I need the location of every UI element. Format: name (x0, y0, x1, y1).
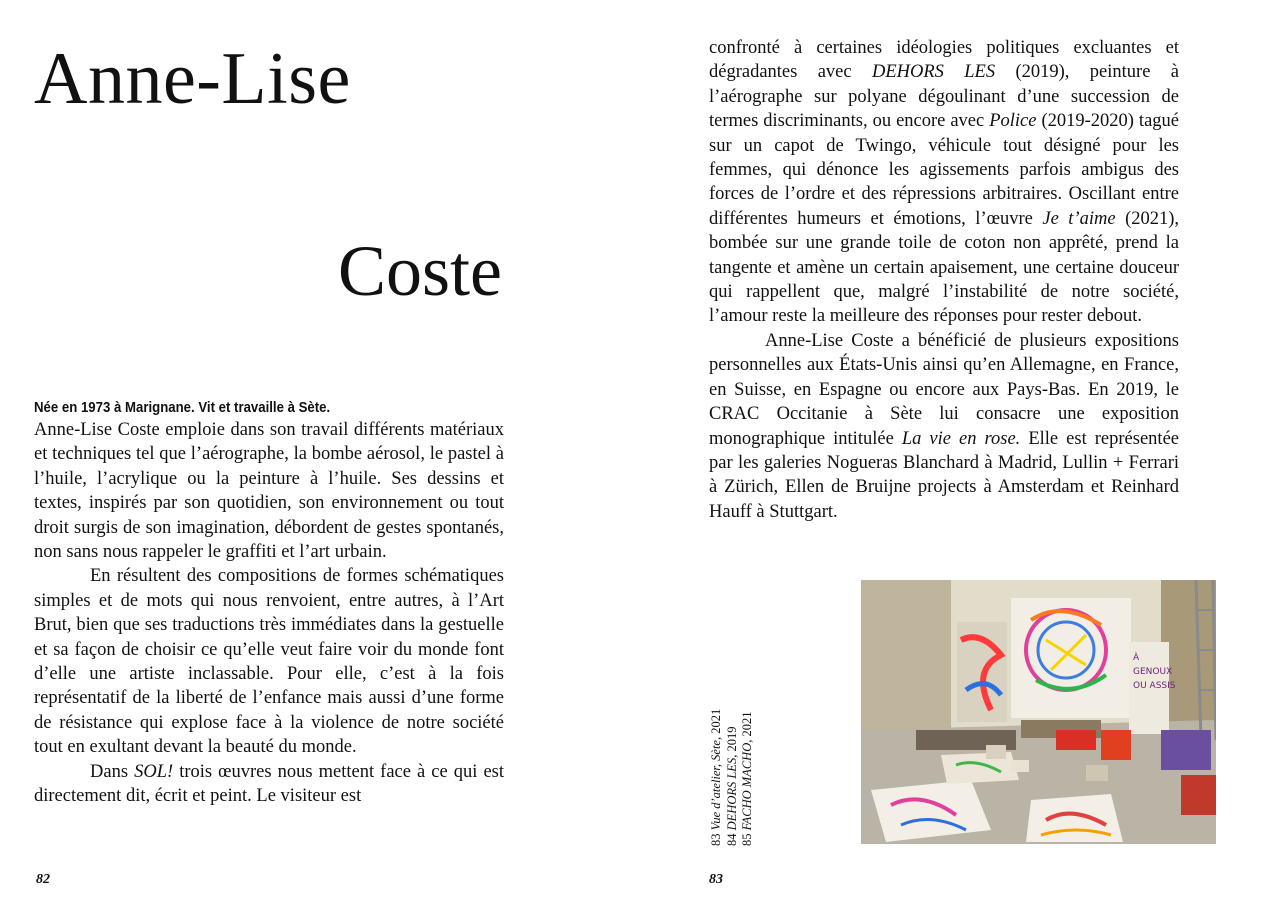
work-title: Je t’aime (1042, 208, 1116, 229)
page-number: 82 (36, 872, 50, 887)
caption (725, 709, 741, 846)
image-captions (709, 709, 756, 846)
paragraph (709, 329, 1179, 524)
svg-text:À: À (1133, 653, 1140, 663)
page-number: 83 (709, 872, 723, 887)
body-text-right (709, 36, 1179, 524)
text-run: Elle est représentée par les galeries Nogueras Blanchard à Madrid, Lullin + Ferrari à Zürich, Ellen de Bruijne projects à Amsterdam et Reinhard Hauff à Stuttgart. (709, 428, 1179, 522)
caption-title: FACHO MACHO, (740, 739, 754, 831)
caption-title: DEHORS LES, (724, 754, 739, 831)
text-run: (2021), bombée sur une grande toile de coton non apprêté, prend la tangente et amène un certain apaisement, une certaine douceur qui rappellent que, malgré l’instabilité de notre société, l’amour reste la meilleure des réponses pour rester debout. (709, 208, 1180, 327)
caption (709, 709, 725, 846)
svg-text:GENOUX: GENOUX (1133, 667, 1173, 677)
right-page (643, 0, 1286, 912)
body-text-left (34, 418, 504, 809)
text-run: (2019), peinture à l’aérographe sur polyane dégoulinant d’une succession de termes discriminants, ou encore avec (709, 62, 1179, 132)
artist-first-name: Anne-Lise (34, 38, 351, 120)
text-run: trois œuvres nous mettent face à ce qui est directement dit, écrit et peint. Le visiteur est (34, 761, 504, 807)
work-title: DEHORS LES (871, 62, 996, 83)
caption (740, 709, 756, 846)
caption-number: 83 (709, 830, 723, 846)
caption-year: 2021 (709, 708, 723, 737)
text-run: Anne-Lise Coste a bénéficié de plusieurs expositions personnelles aux États-Unis ainsi qu’en Allemagne, en France, en Suisse, en Espagne ou encore aux Pays-Bas. En 2019, le CRAC Occitanie à Sète lui consacre une exposition monographique intitulée (709, 330, 1179, 449)
work-title: Police (989, 111, 1037, 132)
text-run: (2019-2020) tagué sur un capot de Twingo, véhicule tout désigné pour les femmes, qui dénonce les agissements parfois ambigus des forces de l’ordre et des répressions arbitraires. Oscillant entre différentes humeurs et émotions, l’œuvre (709, 111, 1179, 229)
paragraph (709, 36, 1179, 329)
artist-last-name: Coste (337, 231, 502, 311)
paragraph (34, 760, 504, 809)
text-run: Dans (90, 761, 135, 782)
caption-number: 85 (740, 830, 754, 846)
paragraph: Anne-Lise Coste emploie dans son travail différents matériaux et techniques tel que l’aérographe, la bombe aérosol, le pastel à l’huile, l’acrylique ou la peinture à l’huile. Ses dessins et textes, inspirés par son quotidien, son environnement ou tout droit surgis de son imagination, débordent de gestes spontanés, non sans nous rappeler le graffiti et l’art urbain. (34, 420, 504, 563)
studio-photo-illustration (861, 580, 1216, 844)
caption-number: 84 (724, 830, 739, 846)
studio-photo (861, 580, 1216, 844)
svg-text:OU ASSIS: OU ASSIS (1133, 681, 1176, 691)
exhibition-title: La vie en rose. (901, 428, 1021, 449)
caption-year: 2019 (724, 726, 739, 755)
paragraph: En résultent des compositions de formes schématiques simples et de mots qui nous renvoient, entre autres, à l’Art Brut, bien que ses traductions très immédiates dans la gestuelle et sa façon de choisir ce qu’elle veut faire voir du monde font d’elle une artiste inclassable. Pour elle, c’est à la fois représentatif de la liberté de l’enfance mais aussi d’une forme de résistance qui explose face à la violence de notre société tout en exultant devant la beauté du monde. (34, 566, 504, 758)
artist-bio: Née en 1973 à Marignane. Vit et travaille à Sète. (34, 399, 331, 416)
work-title: SOL! (134, 761, 174, 782)
caption-title: Vue d’atelier, Sète, (709, 736, 723, 831)
text-run: confronté à certaines idéologies politiques excluantes et dégradantes avec (709, 38, 1179, 83)
caption-year: 2021 (740, 711, 754, 740)
